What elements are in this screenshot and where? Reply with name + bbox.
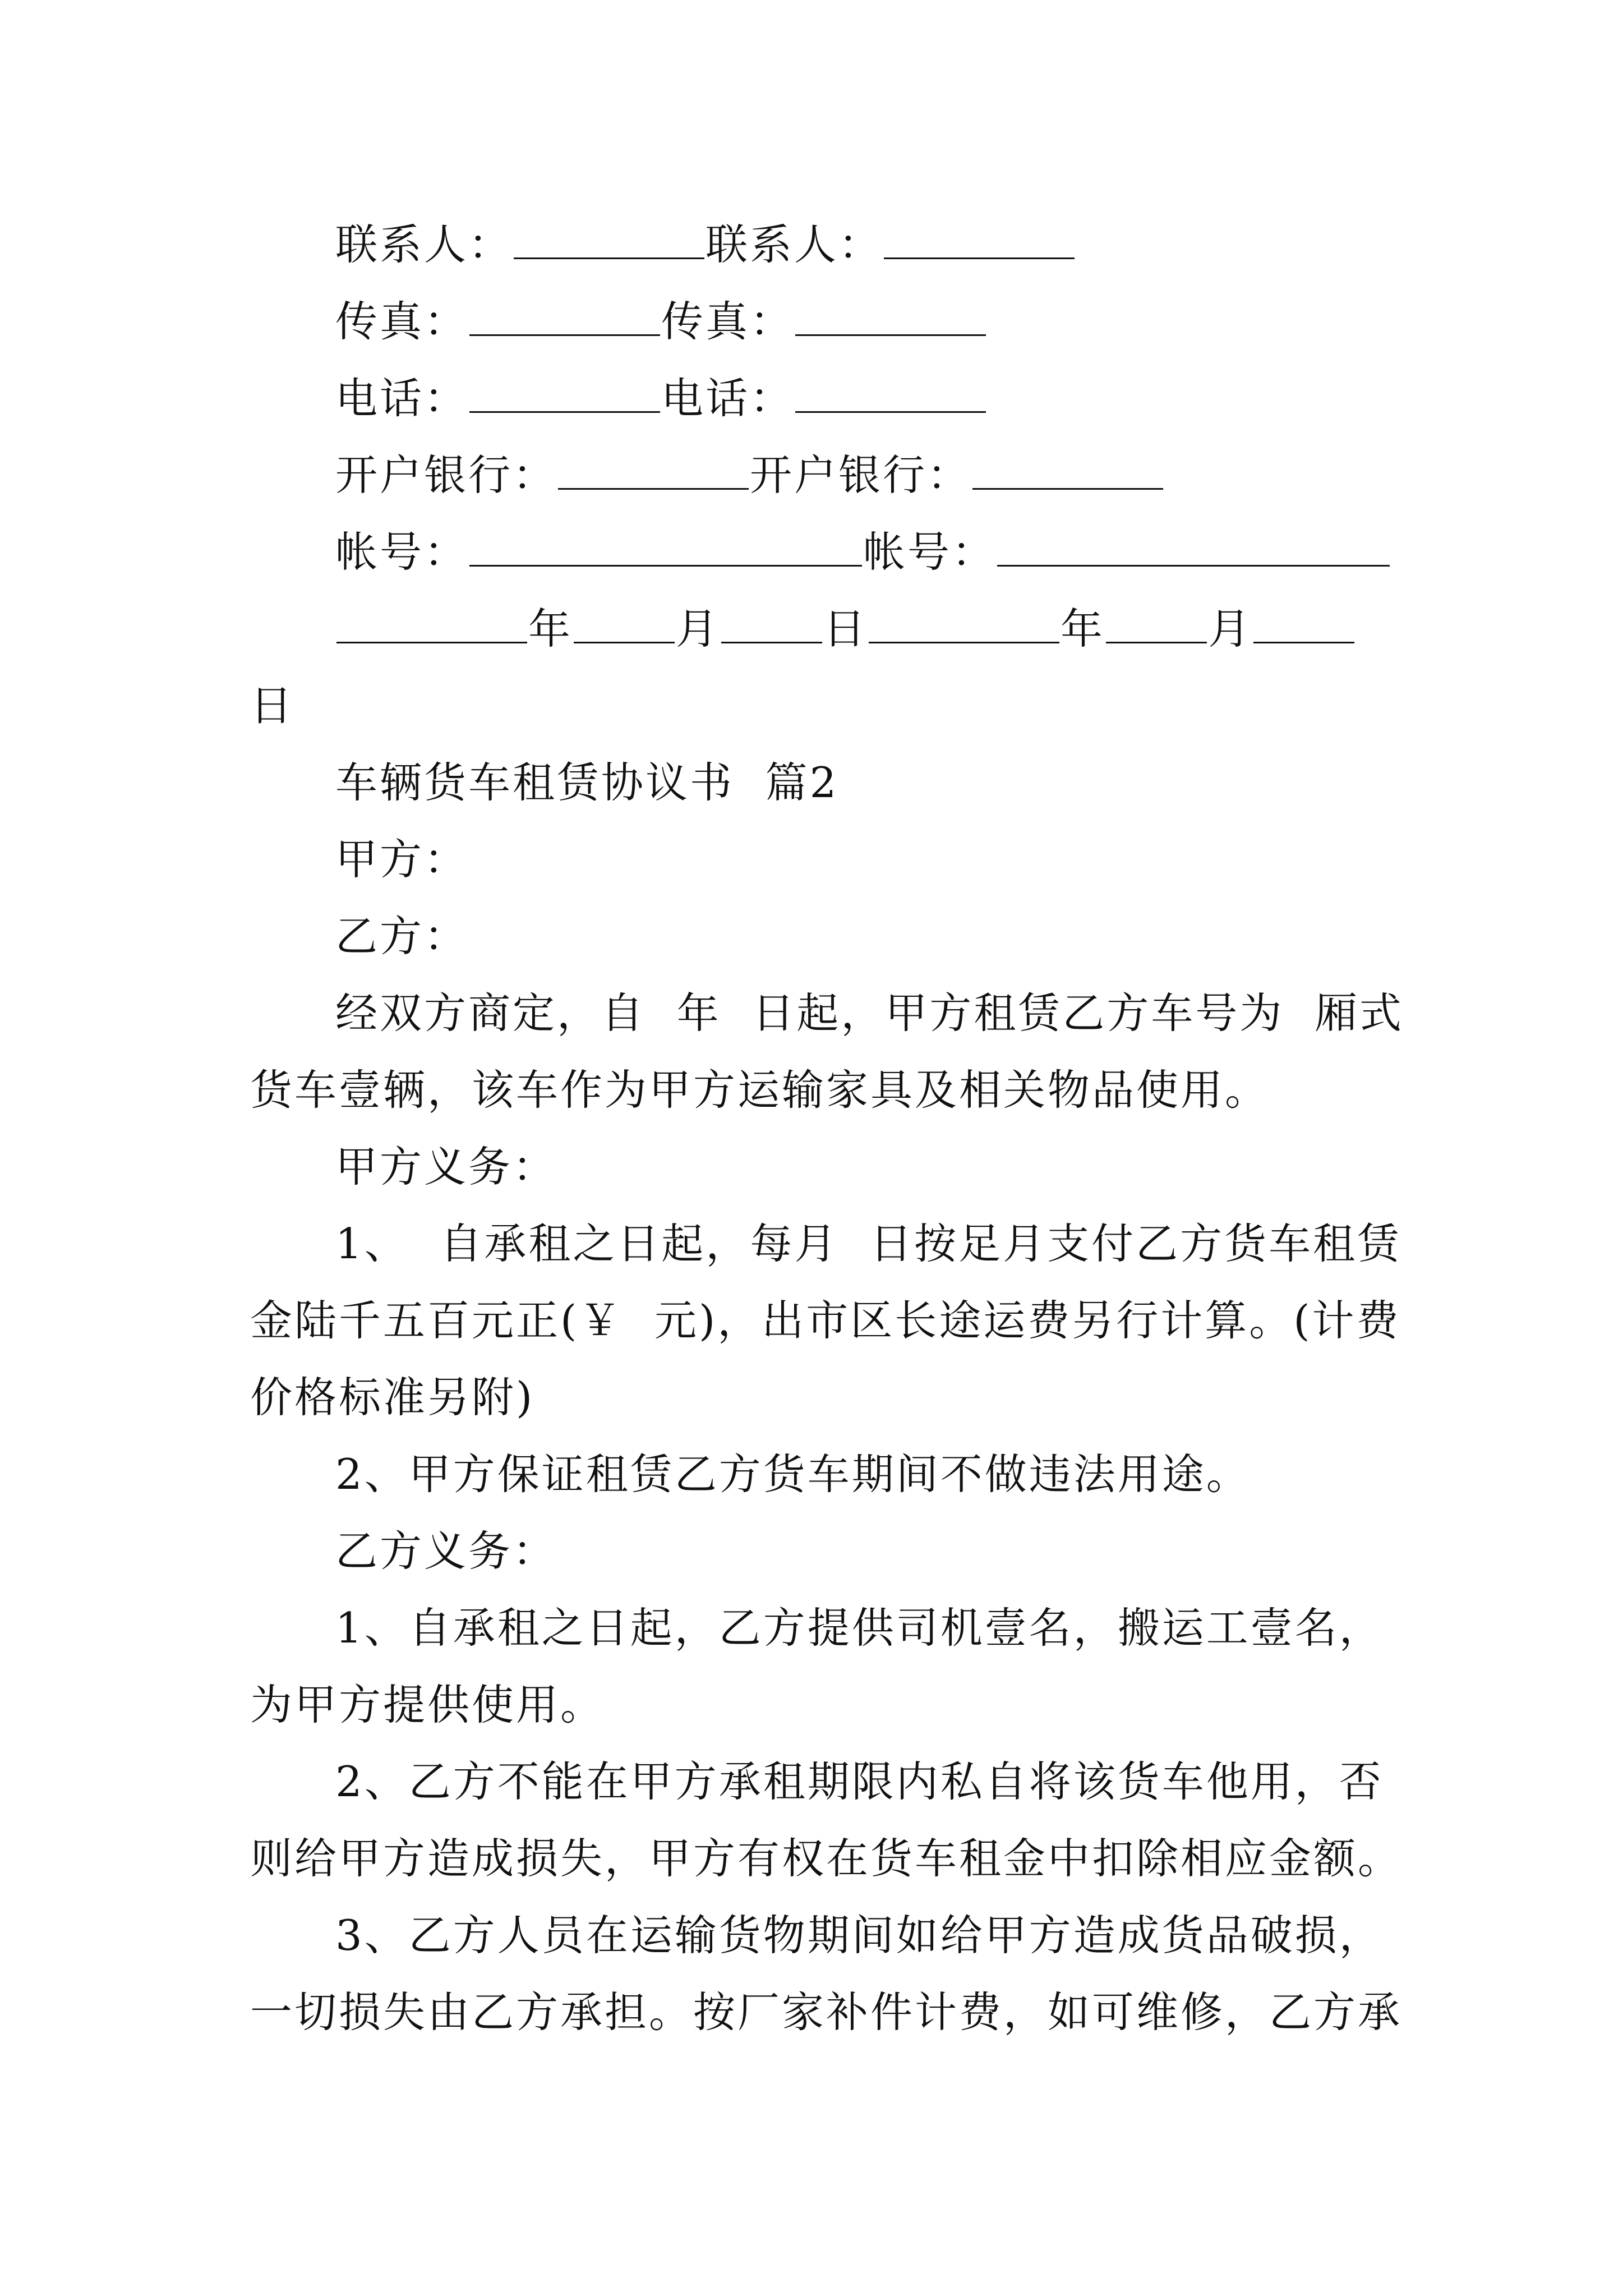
account-label-b: 帐号： (863, 527, 997, 577)
a1-line-2: 金陆千五百元正(￥ 元)，出市区长途运费另行计算。(计费 (250, 1296, 1401, 1345)
a1-line-3: 价格标准另附) (250, 1373, 535, 1422)
fax-label-a: 传真： (335, 297, 469, 346)
intro-line-1: 经双方商定，自 年 日起，甲方租赁乙方车号为 厢式 (335, 988, 1404, 1038)
date-day-blank-a (721, 602, 822, 643)
account-blank-a (469, 526, 862, 567)
date-year-label-b: 年 (1061, 604, 1105, 654)
intro-line-2: 货车壹辆，该车作为甲方运输家具及相关物品使用。 (250, 1065, 1270, 1115)
b1-line-2: 为甲方提供使用。 (250, 1680, 605, 1729)
date-month-label-b: 月 (1208, 604, 1253, 654)
a2-line-1: 2、甲方保证租赁乙方货车期间不做违法用途。 (335, 1450, 1251, 1499)
account-row (335, 524, 1391, 580)
contact-blank-a (514, 218, 704, 259)
fax-blank-b (795, 295, 986, 336)
date-month-blank-a (574, 602, 675, 643)
party-b-duties-heading: 乙方义务： (335, 1526, 557, 1576)
account-blank-b (997, 526, 1390, 567)
phone-row (335, 370, 987, 426)
bank-row (335, 447, 1164, 503)
bank-label-b: 开户银行： (750, 450, 972, 500)
a1-line-1: 1、 自承租之日起，每月 日按足月支付乙方货车租赁 (335, 1219, 1402, 1268)
party-b-label: 乙方： (335, 912, 469, 961)
b2-line-2: 则给甲方造成损失，甲方有权在货车租金中扣除相应金额。 (250, 1834, 1403, 1883)
date-year-blank-b (869, 602, 1059, 643)
bank-blank-a (558, 449, 749, 490)
date-month-label-a: 月 (676, 604, 721, 654)
account-label-a: 帐号： (335, 527, 469, 577)
section-title: 车辆货车租赁协议书 篇2 (335, 758, 839, 807)
date-day-label-b: 日 (250, 681, 295, 730)
fax-row (335, 293, 987, 349)
fax-blank-a (469, 295, 660, 336)
bank-blank-b (972, 449, 1163, 490)
contact-row (335, 217, 1076, 273)
b3-line-1: 3、乙方人员在运输货物期间如给甲方造成货品破损， (335, 1911, 1384, 1960)
phone-label-b: 电话： (661, 374, 795, 423)
party-a-duties-heading: 甲方义务： (335, 1142, 557, 1191)
party-a-label: 甲方： (335, 835, 469, 884)
date-year-label-a: 年 (528, 604, 573, 654)
b1-line-1: 1、自承租之日起，乙方提供司机壹名，搬运工壹名， (335, 1603, 1384, 1653)
fax-label-b: 传真： (661, 297, 795, 346)
date-day-label-a: 日 (823, 604, 868, 654)
contact-label-b: 联系人： (706, 220, 883, 269)
phone-blank-b (795, 372, 986, 413)
date-month-blank-b (1106, 602, 1207, 643)
date-day-blank-b (1253, 602, 1354, 643)
b3-line-2: 一切损失由乙方承担。按厂家补件计费，如可维修，乙方承 (250, 1987, 1403, 2037)
contact-blank-b (884, 218, 1075, 259)
phone-label-a: 电话： (335, 374, 469, 423)
date-row (335, 601, 1355, 657)
date-year-blank-a (336, 602, 527, 643)
bank-label-a: 开户银行： (335, 450, 557, 500)
contact-label-a: 联系人： (335, 220, 513, 269)
b2-line-1: 2、乙方不能在甲方承租期限内私自将该货车他用，否 (335, 1757, 1384, 1806)
phone-blank-a (469, 372, 660, 413)
